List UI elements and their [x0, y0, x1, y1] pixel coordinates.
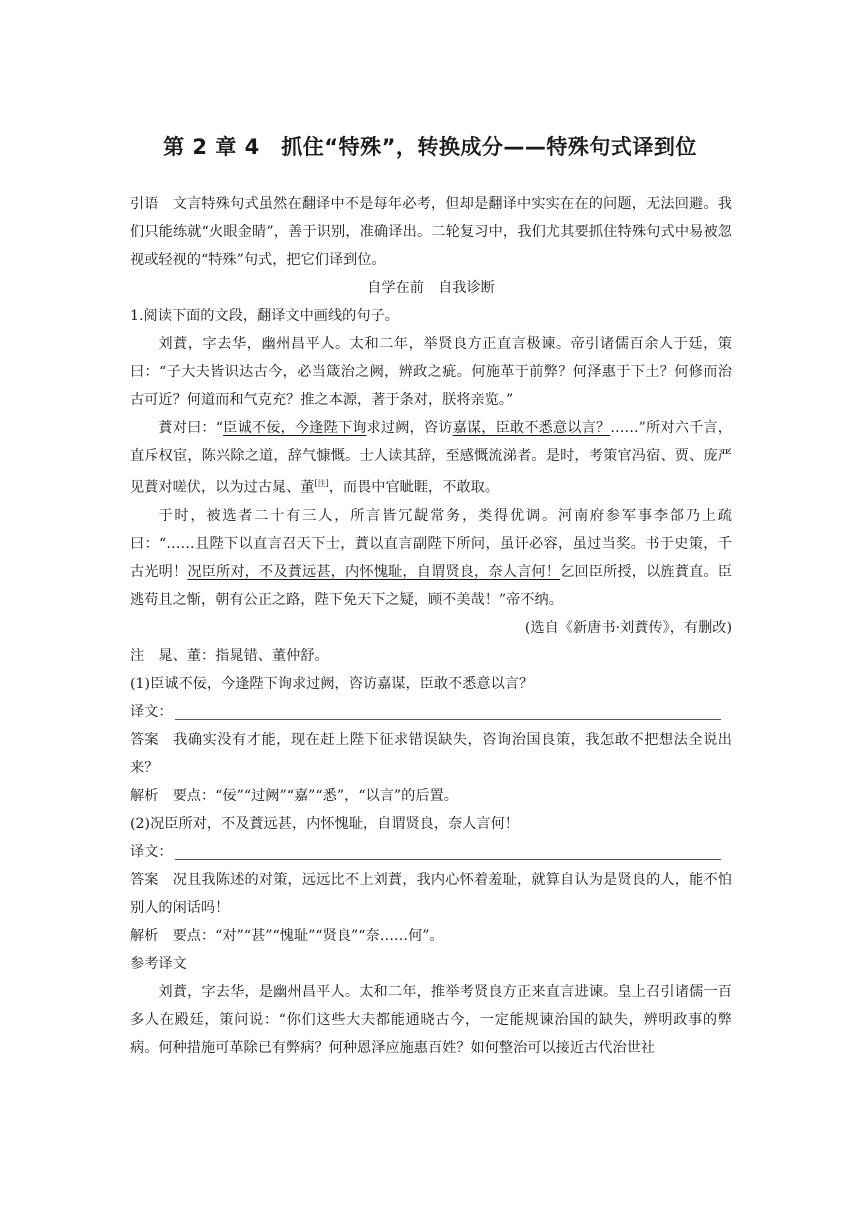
- passage-paragraph-2: [130, 414, 732, 502]
- passage-text: ……”所对六千言，直斥权宦，陈兴除之道，辞气慷慨。士人读其辞，至感慨流涕者。是时，考策官冯宿、贾、庞严见蕡对嗟伏，以为过古晁、董: [130, 420, 732, 496]
- reference-translation: 刘蕡，字去华，是幽州昌平人。太和二年，推举考贤良方正来直言进谏。皇上召引诸儒一百多人在殿廷，策问说：“你们这些大夫都能通晓古今，一定能规谏治国的缺失，辨明政事的弊病。何种措施可革除已有弊病？何种恩泽应施惠百姓？如何整治可以接近古代治世社: [130, 983, 732, 1056]
- analysis-label: 解析: [130, 927, 159, 944]
- translate-label: 译文：: [130, 703, 173, 720]
- passage-text: 蕡对曰：“: [158, 420, 223, 436]
- page-title: 第 2 章 4 抓住“特殊”，转换成分——特殊句式译到位: [163, 135, 697, 159]
- answer-label: 答案: [130, 731, 159, 748]
- analysis-label: 解析: [130, 787, 159, 804]
- underlined-sentence-2: 况臣所对，不及蕡远甚，内怀愧耻，自谓贤良，奈人言何！: [187, 563, 561, 580]
- document-body: [130, 190, 732, 1062]
- intro-text: 文言特殊句式虽然在翻译中不是每年必考，但却是翻译中实实在在的问题，无法回避。我们只能练就“火眼金睛”，善于识别，准确译出。二轮复习中，我们尤其要抓住特殊句式中易被忽视或轻视的“特殊”句式，把它们译到位。: [130, 196, 732, 268]
- q2-answer: [130, 866, 732, 922]
- q1-answer: [130, 726, 732, 782]
- question-prompt: 1.阅读下面的文段，翻译文中画线的句子。: [130, 308, 399, 324]
- underlined-sentence-1a: 臣诚不佞，今逢陛下询: [223, 420, 367, 436]
- q2-sentence: (2)况臣所对，不及蕡远甚，内怀愧耻，自谓贤良，奈人言何！: [130, 815, 519, 832]
- passage-text: 于时，被选者二十有三人，所言皆冗龊常务，类得优调。河南府参军事李郃乃上疏曰：“……且陛下以直言召天下士，蕡以直言副陛下所问，虽讦必容，虽过当奖。书于史策，千古光明！: [130, 507, 732, 580]
- passage-paragraph-1: 刘蕡，字去华，幽州昌平人。太和二年，举贤良方正直言极谏。帝引诸儒百余人于廷，策曰：“子大夫皆识达古今，必当箴治之阙，辨政之疵。何施革于前弊？何泽惠于下土？何修而治古可近？何道而和气克充？推之本源，著于条对，朕将亲览。”: [130, 336, 732, 408]
- analysis-text: 要点：“对”“甚”“愧耻”“贤良”“奈……何”。: [172, 927, 444, 944]
- translate-label: 译文：: [130, 843, 173, 860]
- analysis-text: 要点：“佞”“过阙”“嘉”“悉”，“以言”的后置。: [172, 787, 458, 804]
- reference-heading: 参考译文: [130, 955, 187, 972]
- answer-blank-line[interactable]: [175, 839, 721, 860]
- passage-text: 求过阙，咨访: [366, 420, 453, 436]
- passage-paragraph-3: [130, 502, 732, 614]
- footnote-marker: [注]: [314, 479, 329, 488]
- q2-translation-blank: [130, 838, 732, 866]
- passage-text: ，而畏中官眦睚，不敢取。: [328, 479, 499, 496]
- passage-text: 乞回臣所授，以旌蕡直。臣逃苟且之惭，朝有公正之路，陛下免天下之疑，顾不美哉！”帝不纳。: [130, 563, 732, 608]
- section-heading: 自学在前 自我诊断: [367, 280, 495, 296]
- intro-label: 引语: [130, 196, 159, 212]
- underlined-sentence-1b: 嘉谋，臣敢不悉意以言？: [452, 420, 611, 436]
- q1-translation-blank: [130, 698, 732, 726]
- q1-sentence: (1)臣诚不佞，今逢陛下询求过阙，咨访嘉谋，臣敢不悉意以言？: [130, 675, 534, 692]
- answer-blank-line[interactable]: [175, 699, 721, 720]
- intro-paragraph: [130, 190, 732, 274]
- q1-analysis: [130, 782, 732, 810]
- answer-label: 答案: [130, 871, 159, 888]
- passage-source: (选自《新唐书·刘蕡传》，有删改): [524, 619, 732, 636]
- q2-analysis: [130, 922, 732, 950]
- footnote: 注 晁、董：指晁错、董仲舒。: [130, 647, 329, 664]
- answer-text: 我确实没有才能，现在赶上陛下征求错误缺失，咨询治国良策，我怎敢不把想法全说出来？: [130, 731, 732, 776]
- answer-text: 况且我陈述的对策，远远比不上刘蕡，我内心怀着羞耻，就算自认为是贤良的人，能不怕别人的闲话吗！: [130, 871, 732, 916]
